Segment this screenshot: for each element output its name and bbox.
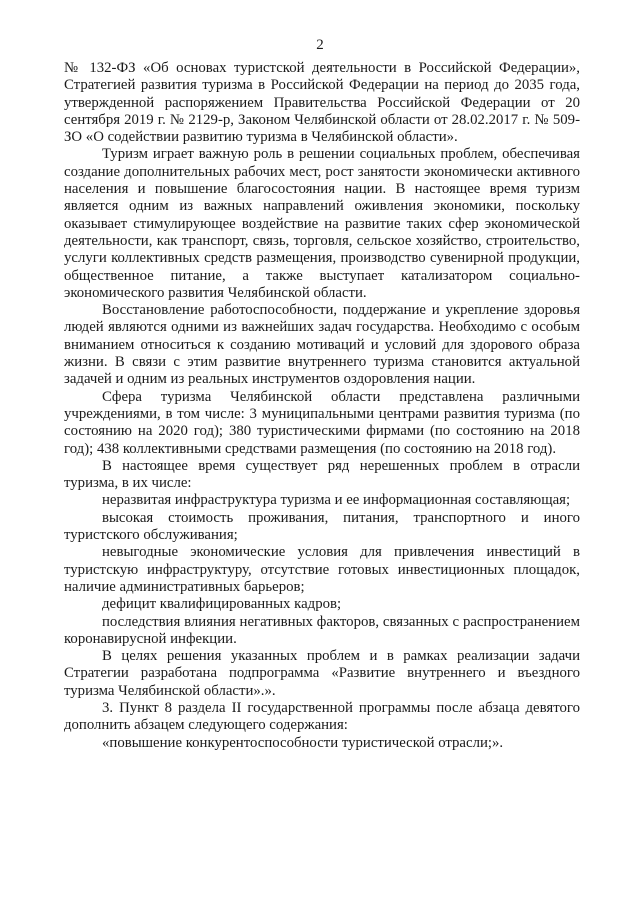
list-item-high-cost: высокая стоимость проживания, питания, транспортного и иного туристского обслуживания; (64, 509, 580, 544)
page-number: 2 (316, 37, 324, 53)
paragraph-subprogram: В целях решения указанных проблем и в рамках реализации задачи Стратегии разработана подпрограмма «Развитие внутреннего и въездного туризма Челябинской области».». (64, 648, 580, 699)
paragraph-law-references: № 132-ФЗ «Об основах туристской деятельности в Российской Федерации», Стратегией развития туризма в Российской Федерации на период до 2035 года, утвержденной распоряжением Правительства Российской Федерации от 20 сентября 2019 г. № 2129-р, Законом Челябинской области от 28.02.2017 г. № 509-ЗО «О содействии развитию туризма в Челябинской области». (64, 60, 580, 146)
paragraph-competitiveness: «повышение конкурентоспособности туристической отрасли;». (102, 734, 504, 751)
list-item-coronavirus: последствия влияния негативных факторов, связанных с распространением коронавирусной инфекции. (64, 613, 580, 647)
list-item-staff-deficit: дефицит квалифицированных кадров; (102, 596, 342, 613)
paragraph-health-restoration: Восстановление работоспособности, поддержание и укрепление здоровья людей являются одними из важнейших задач государства. Необходимо с особым вниманием относиться к созданию мотиваций и условий для здорового образа жизни. В связи с этим развитие внутреннего туризма становится актуальной задачей и одним из реальных инструментов оздоровления нации. (64, 302, 580, 388)
document-body (64, 60, 580, 752)
paragraph-tourism-role: Туризм играет важную роль в решении социальных проблем, обеспечивая создание дополнительных рабочих мест, рост занятости экономически активного населения и повышение благосостояния нации. В настоящее время туризм является одним из важных направлений оживления экономики, поскольку оказывает стимулирующее воздействие на развитие таких сфер экономической деятельности, как транспорт, связь, торговля, сельское хозяйство, строительство, услуги коллективных средств размещения, производство сувенирной продукции, общественное питание, а также выступает катализатором социально-экономического развития Челябинской области. (64, 146, 580, 301)
paragraph-unresolved-problems: В настоящее время существует ряд нерешенных проблем в отрасли туризма, в их числе: (64, 457, 580, 492)
paragraph-tourism-sphere: Сфера туризма Челябинской области представлена различными учреждениями, в том числе: 3 муниципальными центрами развития туризма (по состоянию на 2020 год); 380 туристическими фирмами (по состоянию на 2018 год); 438 коллективными средствами размещения (по состоянию на 2018 год). (64, 388, 580, 457)
list-item-infrastructure: неразвитая инфраструктура туризма и ее информационная составляющая; (102, 492, 571, 509)
list-item-economic-conditions: невыгодные экономические условия для привлечения инвестиций в туристскую инфраструктуру, отсутствие готовых инвестиционных площадок, наличие административных барьеров; (64, 544, 580, 595)
paragraph-item-3: 3. Пункт 8 раздела II государственной программы после абзаца девятого дополнить абзацем следующего содержания: (64, 699, 580, 734)
